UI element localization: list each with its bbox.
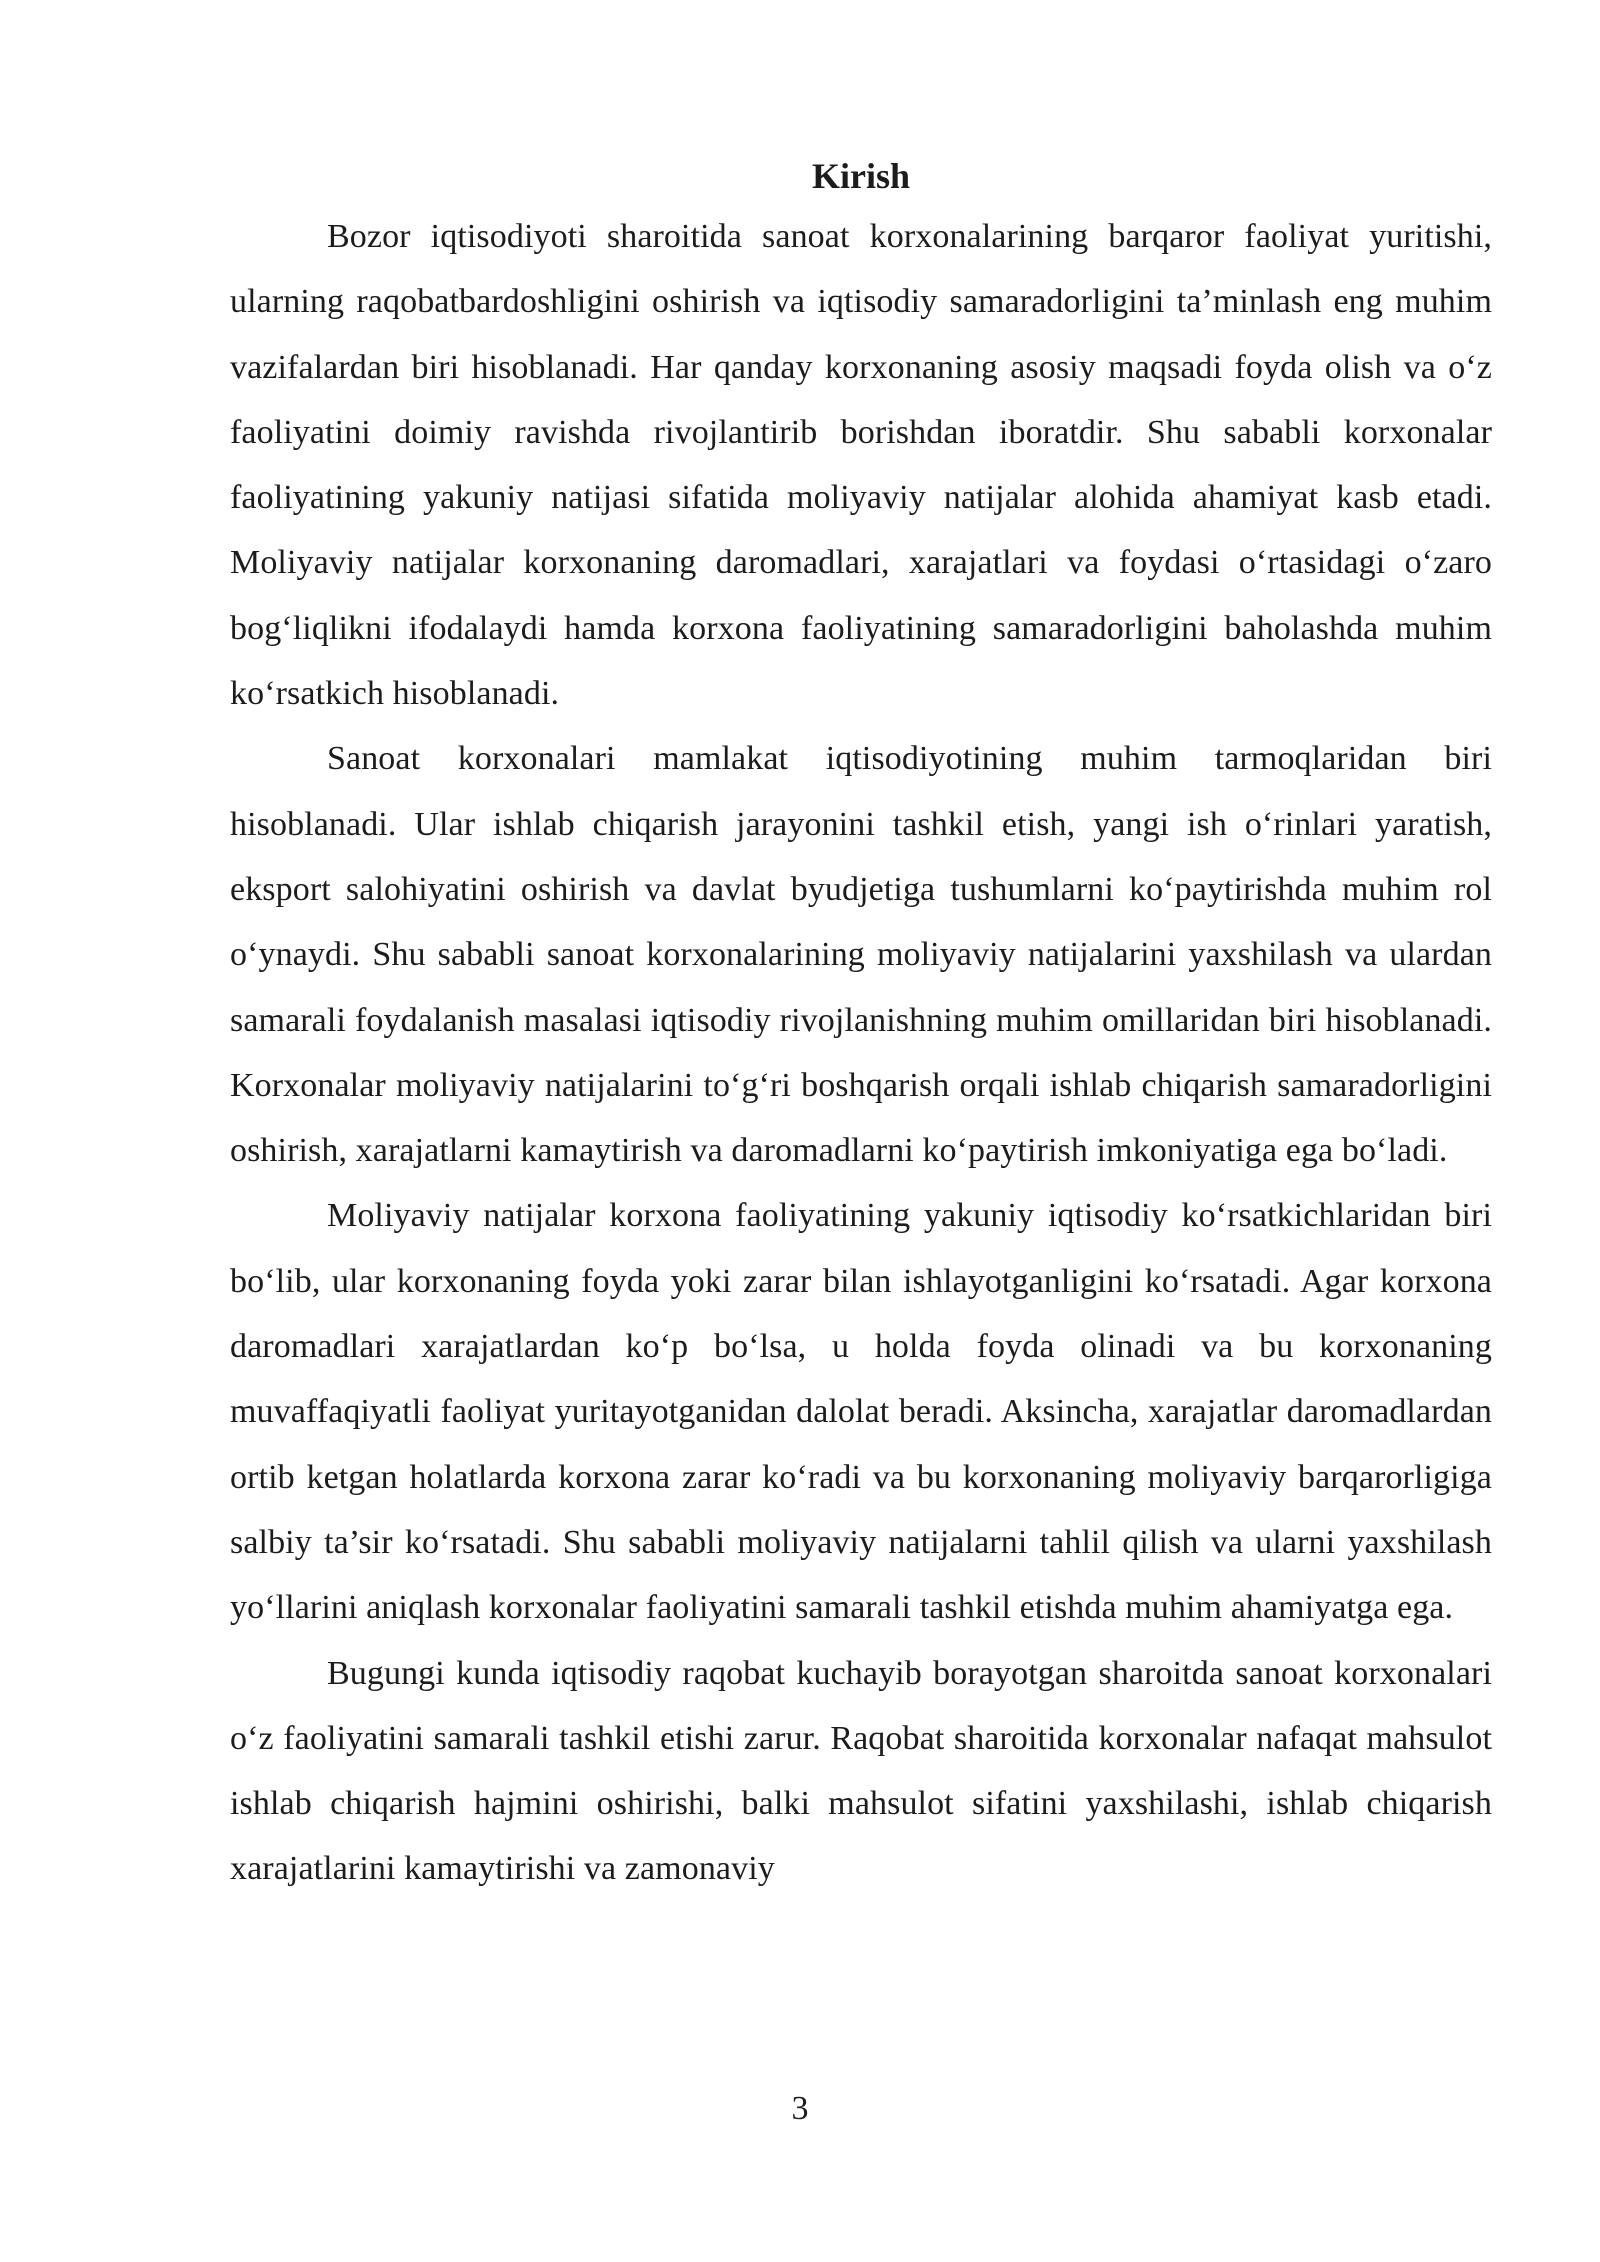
paragraph-1: Bozor iqtisodiyoti sharoitida sanoat korxonalarining barqaror faoliyat yuritishi, ularning raqobatbardoshligini oshirish va iqtisodiy samaradorligini ta’minlash eng muhim vazifalardan biri hisoblanadi. Har qanday korxonaning asosiy maqsadi foyda olish va o‘z faoliyatini doimiy ravishda rivojlantirib borishdan iboratdir. Shu sababli korxonalar faoliyatining yakuniy natijasi sifatida moliyaviy natijalar alohida ahamiyat kasb etadi. Moliyaviy natijalar korxonaning daromadlari, xarajatlari va foydasi o‘rtasidagi o‘zaro bog‘liqlikni ifodalaydi hamda korxona faoliyatining samaradorligini baholashda muhim ko‘rsatkich hisoblanadi. [230, 218, 1492, 713]
paragraph-2: Sanoat korxonalari mamlakat iqtisodiyotining muhim tarmoqlaridan biri hisoblanadi. Ular ishlab chiqarish jarayonini tashkil etish, yangi ish o‘rinlari yaratish, eksport salohiyatini oshirish va davlat byudjetiga tushumlarni ko‘paytirishda muhim rol o‘ynaydi. Shu sababli sanoat korxonalarining moliyaviy natijalarini yaxshilash va ulardan samarali foydalanish masalasi iqtisodiy rivojlanishning muhim omillaridan biri hisoblanadi. Korxonalar moliyaviy natijalarini to‘g‘ri boshqarish orqali ishlab chiqarish samaradorligini oshirish, xarajatlarni kamaytirish va daromadlarni ko‘paytirish imkoniyatiga ega bo‘ladi. [230, 740, 1492, 1170]
page-number: 3 [791, 2090, 809, 2127]
page-content [230, 148, 1492, 1902]
section-title: Kirish [811, 156, 910, 196]
paragraph-3: Moliyaviy natijalar korxona faoliyatining yakuniy iqtisodiy ko‘rsatkichlaridan biri bo‘lib, ular korxonaning foyda yoki zarar bilan ishlayotganligini ko‘rsatadi. Agar korxona daromadlari xarajatlardan ko‘p bo‘lsa, u holda foyda olinadi va bu korxonaning muvaffaqiyatli faoliyat yuritayotganidan dalolat beradi. Aksincha, xarajatlar daromadlardan ortib ketgan holatlarda korxona zarar ko‘radi va bu korxonaning moliyaviy barqarorligiga salbiy ta’sir ko‘rsatadi. Shu sababli moliyaviy natijalarni tahlil qilish va ularni yaxshilash yo‘llarini aniqlash korxonalar faoliyatini samarali tashkil etishda muhim ahamiyatga ega. [230, 1197, 1492, 1627]
paragraph-4: Bugungi kunda iqtisodiy raqobat kuchayib borayotgan sharoitda sanoat korxonalari o‘z faoliyatini samarali tashkil etishi zarur. Raqobat sharoitida korxonalar nafaqat mahsulot ishlab chiqarish hajmini oshirishi, balki mahsulot sifatini yaxshilashi, ishlab chiqarish xarajatlarini kamaytirishi va zamonaviy [230, 1654, 1492, 1888]
